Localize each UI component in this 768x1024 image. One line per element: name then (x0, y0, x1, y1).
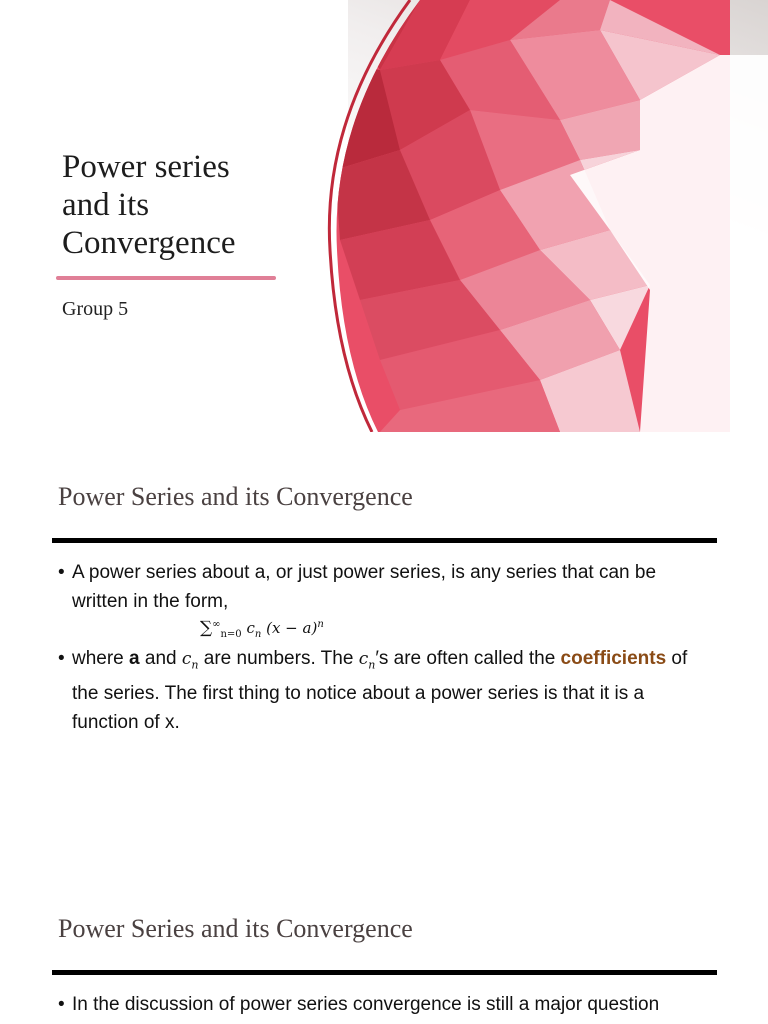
slide-heading: Power Series and its Convergence (58, 482, 413, 511)
content-slide-2 (0, 888, 768, 1024)
series-exponent: n (317, 619, 324, 630)
slide-heading: Power Series and its Convergence (58, 914, 413, 943)
cn-base: c (181, 649, 192, 669)
heading-rule (52, 970, 717, 975)
sum-symbol: ∑ (200, 618, 213, 638)
presentation-subtitle: Group 5 (62, 298, 129, 320)
bullet-item (58, 558, 708, 642)
coefficient-symbol: c (246, 619, 255, 637)
heading-rule (52, 538, 717, 543)
bullet-text-prefix: where (72, 648, 130, 669)
title-underline (56, 276, 276, 280)
bullet-item (58, 644, 708, 737)
cn2-base: c (358, 649, 369, 669)
bullet-text-prime: ′s are often called the (375, 648, 556, 669)
title-slide (0, 0, 768, 432)
presentation-title: Power series and its Convergence (62, 149, 236, 261)
series-factor: (x − a) (266, 619, 318, 637)
content-slide-1 (0, 456, 768, 888)
bullet-text-and: and (139, 648, 182, 669)
bullet-item (58, 990, 708, 1019)
bullet-text-are-numbers: are numbers. The (198, 648, 359, 669)
cn-sub: n (191, 658, 199, 672)
cn2-sub: n (368, 658, 376, 672)
bullet-list (58, 558, 708, 737)
cn-symbol (181, 649, 199, 672)
power-series-formula (72, 614, 708, 642)
coefficient-subscript: n (254, 629, 262, 640)
bullet-text: In the discussion of power series convergence is still a major question (72, 994, 660, 1015)
keyword-coefficients: coefficients (560, 648, 667, 669)
bullet-list (58, 990, 708, 1019)
cn-symbol-2 (358, 649, 376, 672)
bold-a: a (129, 648, 140, 669)
bullet-text: A power series about a, or just power series, is any series that can be written in the form, (72, 562, 657, 612)
sum-lower-limit: n=0 (220, 629, 242, 640)
bullet-text-rest: of the series. The first thing to notice about a power series is that it is a function of x. (72, 648, 688, 734)
sum-upper-limit: ∞ (212, 619, 221, 630)
